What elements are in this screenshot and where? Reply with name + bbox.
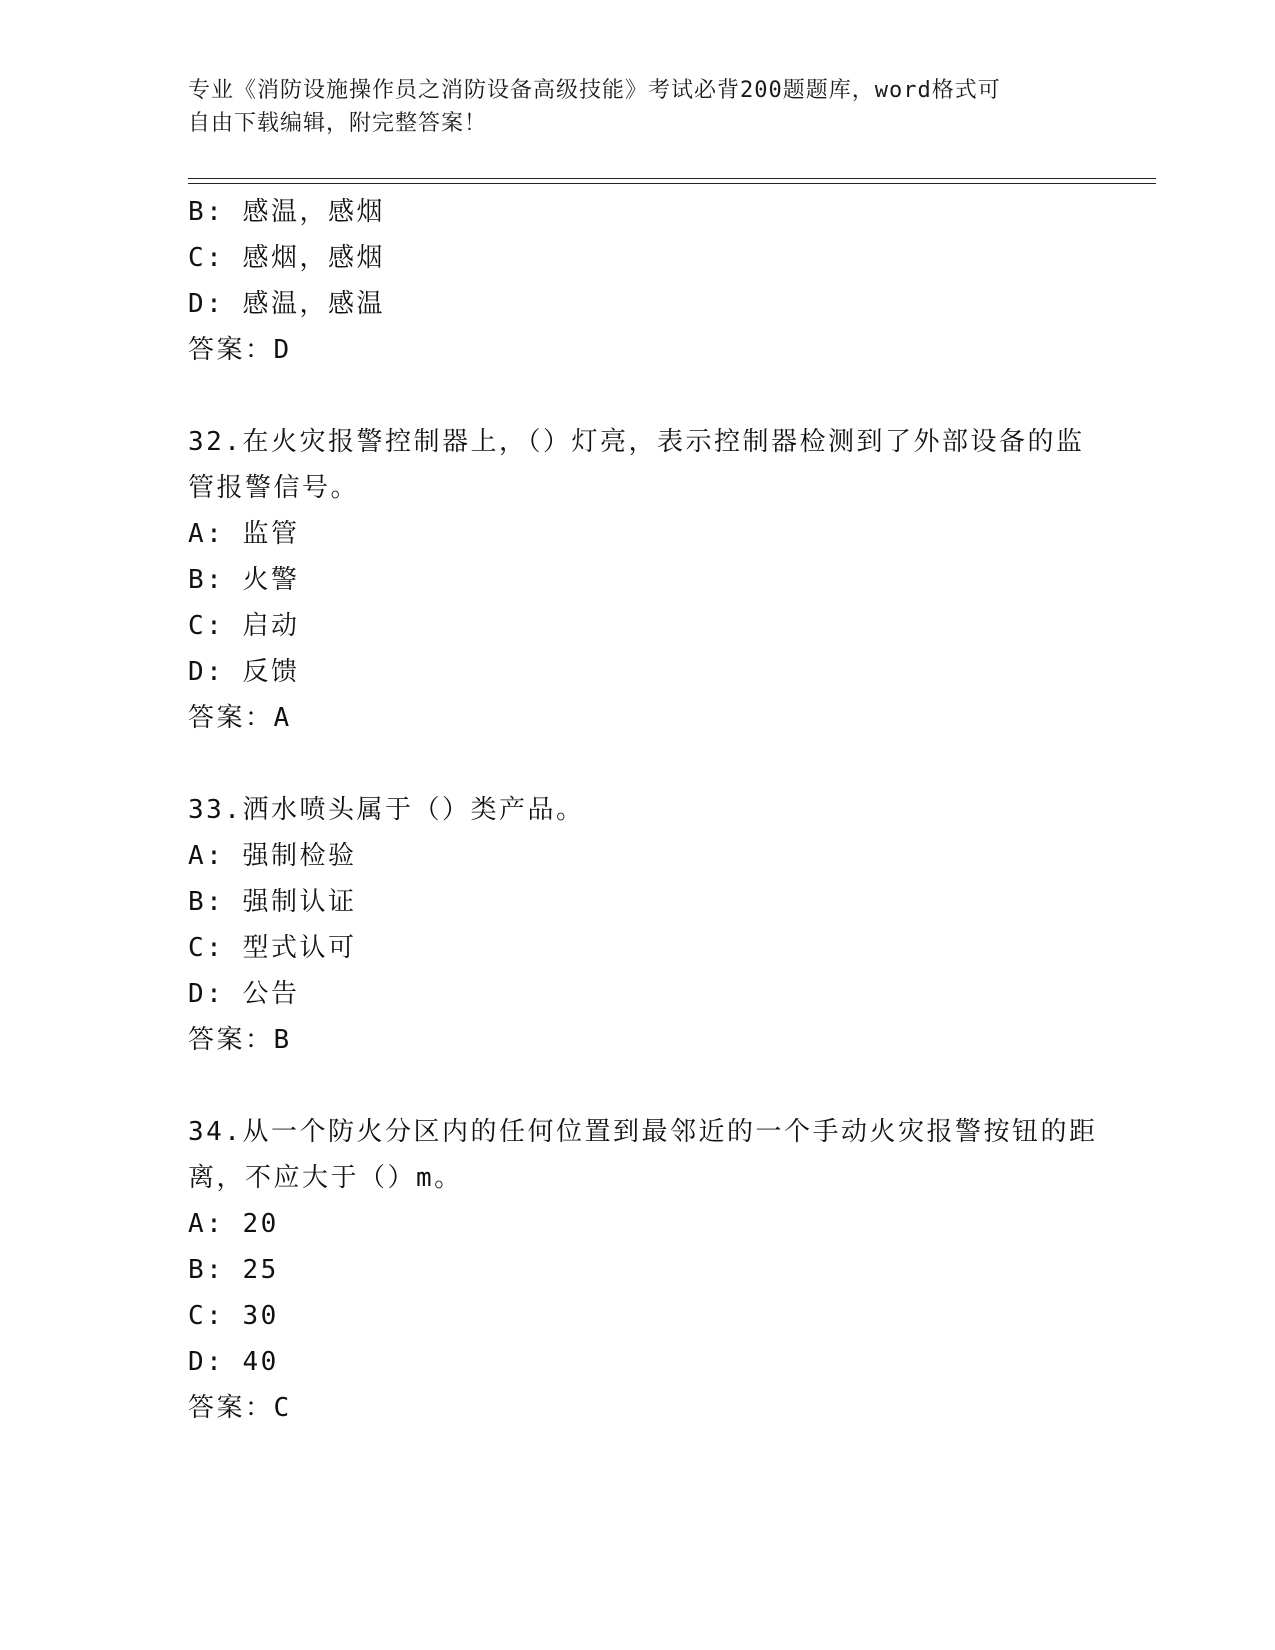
option-a: A: 20: [188, 1209, 279, 1239]
option-b: B: 火警: [188, 565, 300, 595]
question-text: 34.从一个防火分区内的任何位置到最邻近的一个手动火灾报警按钮的距离，不应大于（）m。: [188, 1117, 1098, 1193]
option-b: B: 强制认证: [188, 887, 357, 917]
option-c: C: 30: [188, 1301, 279, 1331]
question-34: [188, 1109, 1108, 1431]
question-text: 33.洒水喷头属于（）类产品。: [188, 795, 585, 825]
header-divider-double: [188, 183, 1156, 184]
question-31-tail: [188, 189, 1108, 373]
header-title-line-2: 自由下载编辑，附完整答案！: [188, 111, 488, 136]
option-d: D: 反馈: [188, 657, 300, 687]
answer-line: 答案：B: [188, 1025, 292, 1055]
answer-line: 答案：D: [188, 335, 292, 365]
option-a: A: 强制检验: [188, 841, 357, 871]
header-divider: [188, 178, 1156, 179]
option-d: D: 公告: [188, 979, 300, 1009]
option-a: A: 监管: [188, 519, 300, 549]
question-32: [188, 419, 1108, 741]
option-c: C: 感烟，感烟: [188, 243, 385, 273]
question-33: [188, 787, 1108, 1063]
option-b: B: 25: [188, 1255, 279, 1285]
option-d: D: 40: [188, 1347, 279, 1377]
option-b: B: 感温，感烟: [188, 197, 385, 227]
answer-line: 答案：A: [188, 703, 292, 733]
option-c: C: 启动: [188, 611, 300, 641]
option-c: C: 型式认可: [188, 933, 357, 963]
question-text: 32.在火灾报警控制器上，（）灯亮，表示控制器检测到了外部设备的监管报警信号。: [188, 427, 1085, 503]
page-header: [188, 74, 1088, 140]
header-title-line-1: 专业《消防设施操作员之消防设备高级技能》考试必背200题题库，word格式可: [188, 78, 1001, 103]
question-list: [188, 189, 1108, 1431]
option-d: D: 感温，感温: [188, 289, 385, 319]
answer-line: 答案：C: [188, 1393, 292, 1423]
